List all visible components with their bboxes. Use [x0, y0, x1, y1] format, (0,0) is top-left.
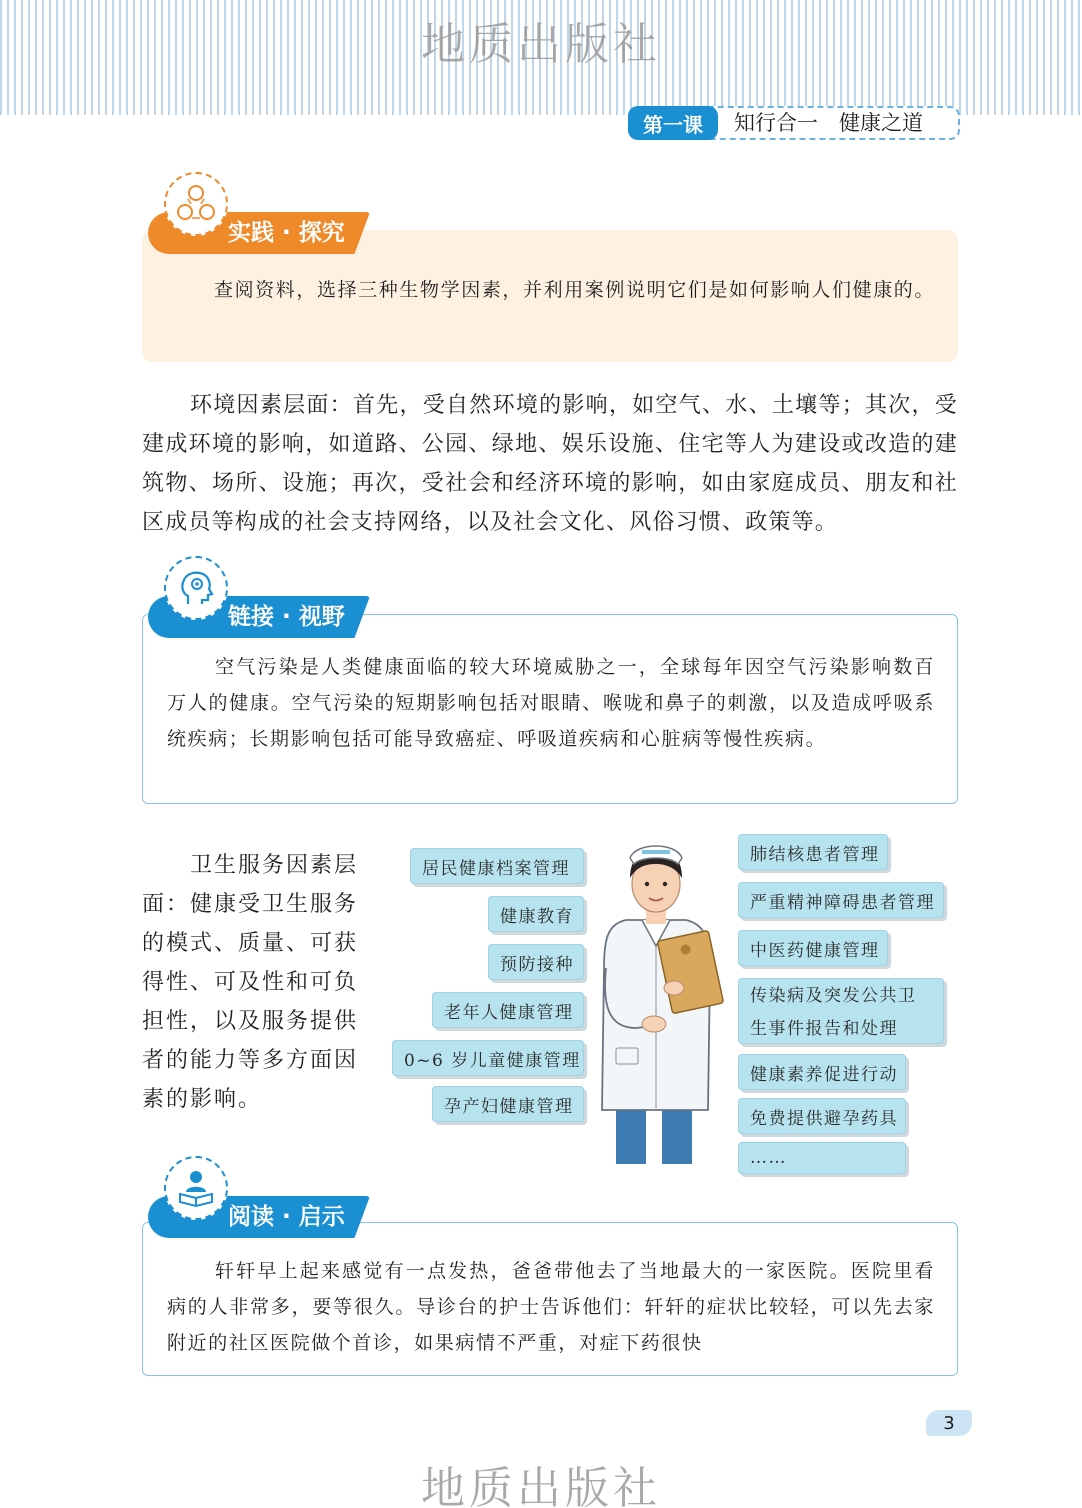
nurse-illustration: [596, 838, 738, 1164]
lesson-number: 第一课: [628, 106, 718, 140]
service-chip: 肺结核患者管理: [738, 834, 888, 870]
service-chip: ……: [738, 1142, 906, 1174]
three-circle-cycle-icon: [164, 172, 228, 236]
reading-person-icon: [164, 1156, 228, 1220]
head-brain-icon: [164, 556, 228, 620]
service-chip: 孕产妇健康管理: [432, 1086, 584, 1122]
page-number: 3: [926, 1410, 972, 1436]
service-chip: 严重精神障碍患者管理: [738, 882, 944, 918]
link-text: 空气污染是人类健康面临的较大环境威胁之一，全球每年因空气污染影响数百万人的健康。空气污染的短期影响包括对眼睛、喉咙和鼻子的刺激，以及造成呼吸系统疾病；长期影响包括可能导致癌症、呼吸道疾病和心脏病等慢性疾病。: [167, 656, 935, 750]
service-chip: 免费提供避孕药具: [738, 1098, 906, 1134]
practice-badge-label: 实践 · 探究: [228, 220, 345, 246]
reading-text: 轩轩早上起来感觉有一点发热，爸爸带他去了当地最大的一家医院。医院里看病的人非常多，要等很久。导诊台的护士告诉他们：轩轩的症状比较轻，可以先去家附近的社区医院做个首诊，如果病情不严重，对症下药很快: [167, 1260, 935, 1354]
lesson-title: 知行合一 健康之道: [734, 111, 923, 135]
publisher-watermark-bottom: 地质出版社: [421, 1463, 661, 1508]
service-chip: 居民健康档案管理: [410, 848, 584, 884]
link-badge-label: 链接 · 视野: [228, 604, 345, 630]
publisher-watermark-top: 地质出版社: [421, 19, 661, 70]
reading-box: [142, 1222, 958, 1376]
practice-text: 查阅资料，选择三种生物学因素，并利用案例说明它们是如何影响人们健康的。: [214, 279, 936, 301]
service-chip: 0~6 岁儿童健康管理: [392, 1040, 584, 1076]
service-chip: 健康素养促进行动: [738, 1054, 906, 1090]
environment-paragraph: 环境因素层面：首先，受自然环境的影响，如空气、水、土壤等；其次，受建成环境的影响，如道路、公园、绿地、娱乐设施、住宅等人为建设或改造的建筑物、场所、设施；再次，受社会和经济环境的影响，如由家庭成员、朋友和社区成员等构成的社会支持网络，以及社会文化、风俗习惯、政策等。: [142, 393, 958, 535]
lesson-tag: [628, 106, 960, 140]
reading-badge-label: 阅读 · 启示: [228, 1204, 345, 1230]
service-chip: 老年人健康管理: [432, 992, 584, 1028]
service-chip: 预防接种: [488, 944, 584, 980]
health-service-paragraph: 卫生服务因素层面：健康受卫生服务的模式、质量、可获得性、可及性和可负担性，以及服务提供者的能力等多方面因素的影响。: [142, 853, 359, 1112]
service-chip: 健康教育: [488, 896, 584, 932]
link-box: [142, 614, 958, 804]
service-chip: 中医药健康管理: [738, 930, 888, 966]
service-chip: 传染病及突发公共卫生事件报告和处理: [738, 978, 944, 1044]
